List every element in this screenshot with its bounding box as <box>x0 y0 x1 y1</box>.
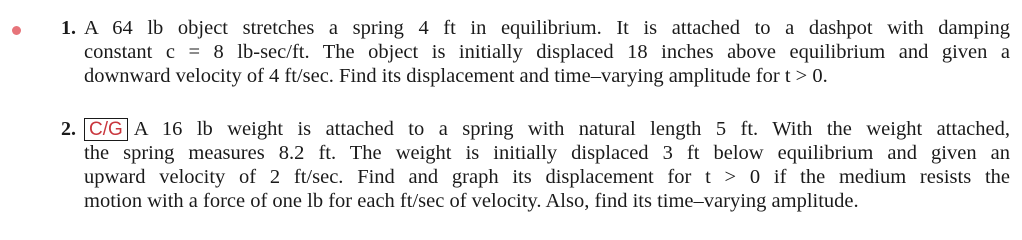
problem-text-line: motion with a force of one lb for each ft/sec of velocity. Also, find its time–varying amplitude. <box>84 190 859 212</box>
problem-text-line: upward velocity of 2 ft/sec. Find and graph its displacement for t > 0 if the medium resists the <box>84 166 1010 188</box>
problem-number: 2. <box>61 118 76 140</box>
problem-text-line: A 64 lb object stretches a spring 4 ft in equilibrium. It is attached to a dashpot with damping <box>84 17 1010 39</box>
computer-graphing-tag: C/G <box>84 118 128 141</box>
problem-text: A 16 lb weight is attached to a spring with natural length 5 ft. With the weight attached, <box>133 118 1010 140</box>
problem-text-line-first <box>84 117 1010 141</box>
bullet-marker <box>12 26 21 35</box>
problem-text-line: constant c = 8 lb-sec/ft. The object is initially displaced 18 inches above equilibrium and given a <box>84 41 1010 63</box>
problem-text-line: downward velocity of 4 ft/sec. Find its displacement and time–varying amplitude for t > 0. <box>84 65 828 87</box>
problem-text-line: the spring measures 8.2 ft. The weight is initially displaced 3 ft below equilibrium and given an <box>84 142 1010 164</box>
problem-number: 1. <box>61 17 76 39</box>
